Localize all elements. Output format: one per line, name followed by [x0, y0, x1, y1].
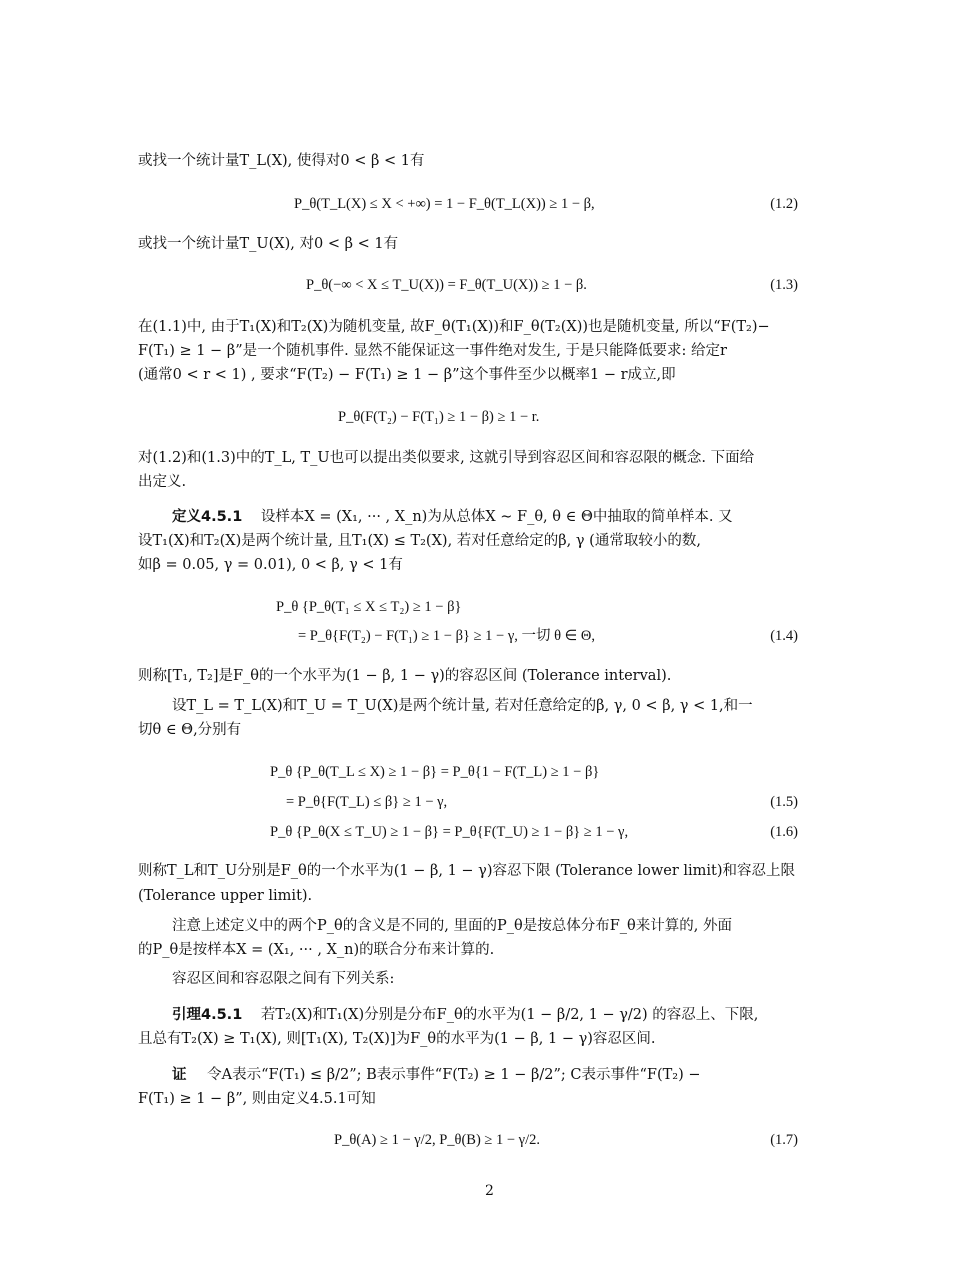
definition-paragraph: [172, 507, 798, 527]
equation-number: (1.6): [770, 824, 798, 840]
equation-body: P_θ {P_θ(T_L ≤ X) ≥ 1 − β} = P_θ{1 − F(T_L) ≥ 1 − β}: [270, 764, 600, 780]
paragraph-text: 注意上述定义中的两个P_θ的含义是不同的, 里面的P_θ是按总体分布F_θ来计算的, 外面: [172, 918, 732, 934]
paragraph-text: (通常0 < r < 1) , 要求“F(T₂) − F(T₁) ≥ 1 − β”这个事件至少以概率1 − r成立,即: [138, 367, 676, 383]
equation-number: (1.3): [770, 277, 798, 293]
lemma-paragraph: [172, 1005, 798, 1025]
paragraph-text: 设T₁(X)和T₂(X)是两个统计量, 且T₁(X) ≤ T₂(X), 若对任意给定的β, γ (通常取较小的数,: [138, 533, 701, 549]
paragraph-text: 出定义.: [138, 474, 187, 490]
paragraph-text: F(T₁) ≥ 1 − β”是一个随机事件. 显然不能保证这一事件绝对发生, 于是只能降低要求: 给定r: [138, 343, 727, 359]
equation-number: (1.7): [770, 1132, 798, 1148]
equation-body: P_θ {P_θ(X ≤ T_U) ≥ 1 − β} = P_θ{F(T_U) ≥ 1 − β} ≥ 1 − γ,: [270, 824, 629, 840]
equation-body: = P_θ{F(T₂) − F(T₁) ≥ 1 − β} ≥ 1 − γ, 一切 θ ∈ Θ,: [298, 628, 596, 644]
proof-label: 证: [172, 1067, 187, 1083]
equation-body: P_θ(−∞ < X ≤ T_U(X)) = F_θ(T_U(X)) ≥ 1 − β.: [306, 277, 587, 293]
equation-body: P_θ(F(T₂) − F(T₁) ≥ 1 − β) ≥ 1 − r.: [338, 409, 540, 425]
paragraph-text: 设T_L = T_L(X)和T_U = T_U(X)是两个统计量, 若对任意给定的β, γ, 0 < β, γ < 1,和一: [172, 698, 753, 714]
paragraph-text: 则称T_L和T_U分别是F_θ的一个水平为(1 − β, 1 − γ)容忍下限 (Tolerance lower limit)和容忍上限: [138, 863, 796, 879]
paragraph-text: 的P_θ是按样本X = (X₁, ··· , X_n)的联合分布来计算的.: [138, 942, 495, 958]
lemma-text: 若T₂(X)和T₁(X)分别是分布F_θ的水平为(1 − β/2, 1 − γ/2) 的容忍上、下限,: [260, 1007, 759, 1023]
paragraph-text: (Tolerance upper limit).: [138, 888, 313, 904]
equation-number: (1.5): [770, 794, 798, 810]
paragraph-text: 在(1.1)中, 由于T₁(X)和T₂(X)为随机变量, 故F_θ(T₁(X))和F_θ(T₂(X))也是随机变量, 所以“F(T₂)−: [138, 319, 770, 335]
definition-text: 设样本X = (X₁, ··· , X_n)为从总体X ∼ F_θ, θ ∈ Θ中抽取的简单样本. 又: [260, 509, 733, 525]
equation-number: (1.2): [770, 196, 798, 212]
paragraph-text: F(T₁) ≥ 1 − β”, 则由定义4.5.1可知: [138, 1091, 376, 1107]
lemma-label: 引理4.5.1: [172, 1007, 243, 1023]
page-number: 2: [485, 1183, 494, 1199]
paragraph-text: 且总有T₂(X) ≥ T₁(X), 则[T₁(X), T₂(X)]为F_θ的水平为(1 − β, 1 − γ)容忍区间.: [138, 1031, 656, 1047]
paragraph-text: 切θ ∈ Θ,分别有: [138, 722, 242, 738]
paragraph-text: 容忍区间和容忍限之间有下列关系:: [172, 971, 395, 987]
paragraph-text: 如β = 0.05, γ = 0.01), 0 < β, γ < 1有: [138, 557, 403, 573]
equation-body: = P_θ{F(T_L) ≤ β} ≥ 1 − γ,: [286, 794, 448, 810]
paragraph-text: 或找一个统计量T_L(X), 使得对0 < β < 1有: [138, 153, 425, 169]
proof-text: 令A表示“F(T₁) ≤ β/2”; B表示事件“F(T₂) ≥ 1 − β/2”; C表示事件“F(T₂) −: [207, 1067, 701, 1083]
equation-body: P_θ(T_L(X) ≤ X < +∞) = 1 − F_θ(T_L(X)) ≥ 1 − β,: [294, 196, 595, 212]
equation-number: (1.4): [770, 628, 798, 644]
proof-paragraph: [172, 1065, 798, 1085]
paragraph-text: 或找一个统计量T_U(X), 对0 < β < 1有: [138, 236, 399, 252]
paragraph-text: 则称[T₁, T₂]是F_θ的一个水平为(1 − β, 1 − γ)的容忍区间 (Tolerance interval).: [138, 668, 672, 684]
equation-body: P_θ(A) ≥ 1 − γ/2, P_θ(B) ≥ 1 − γ/2.: [334, 1132, 540, 1148]
definition-label: 定义4.5.1: [172, 509, 243, 525]
paragraph-text: 对(1.2)和(1.3)中的T_L, T_U也可以提出类似要求, 这就引导到容忍区间和容忍限的概念. 下面给: [138, 450, 755, 466]
equation-body: P_θ {P_θ(T₁ ≤ X ≤ T₂) ≥ 1 − β}: [276, 599, 462, 615]
